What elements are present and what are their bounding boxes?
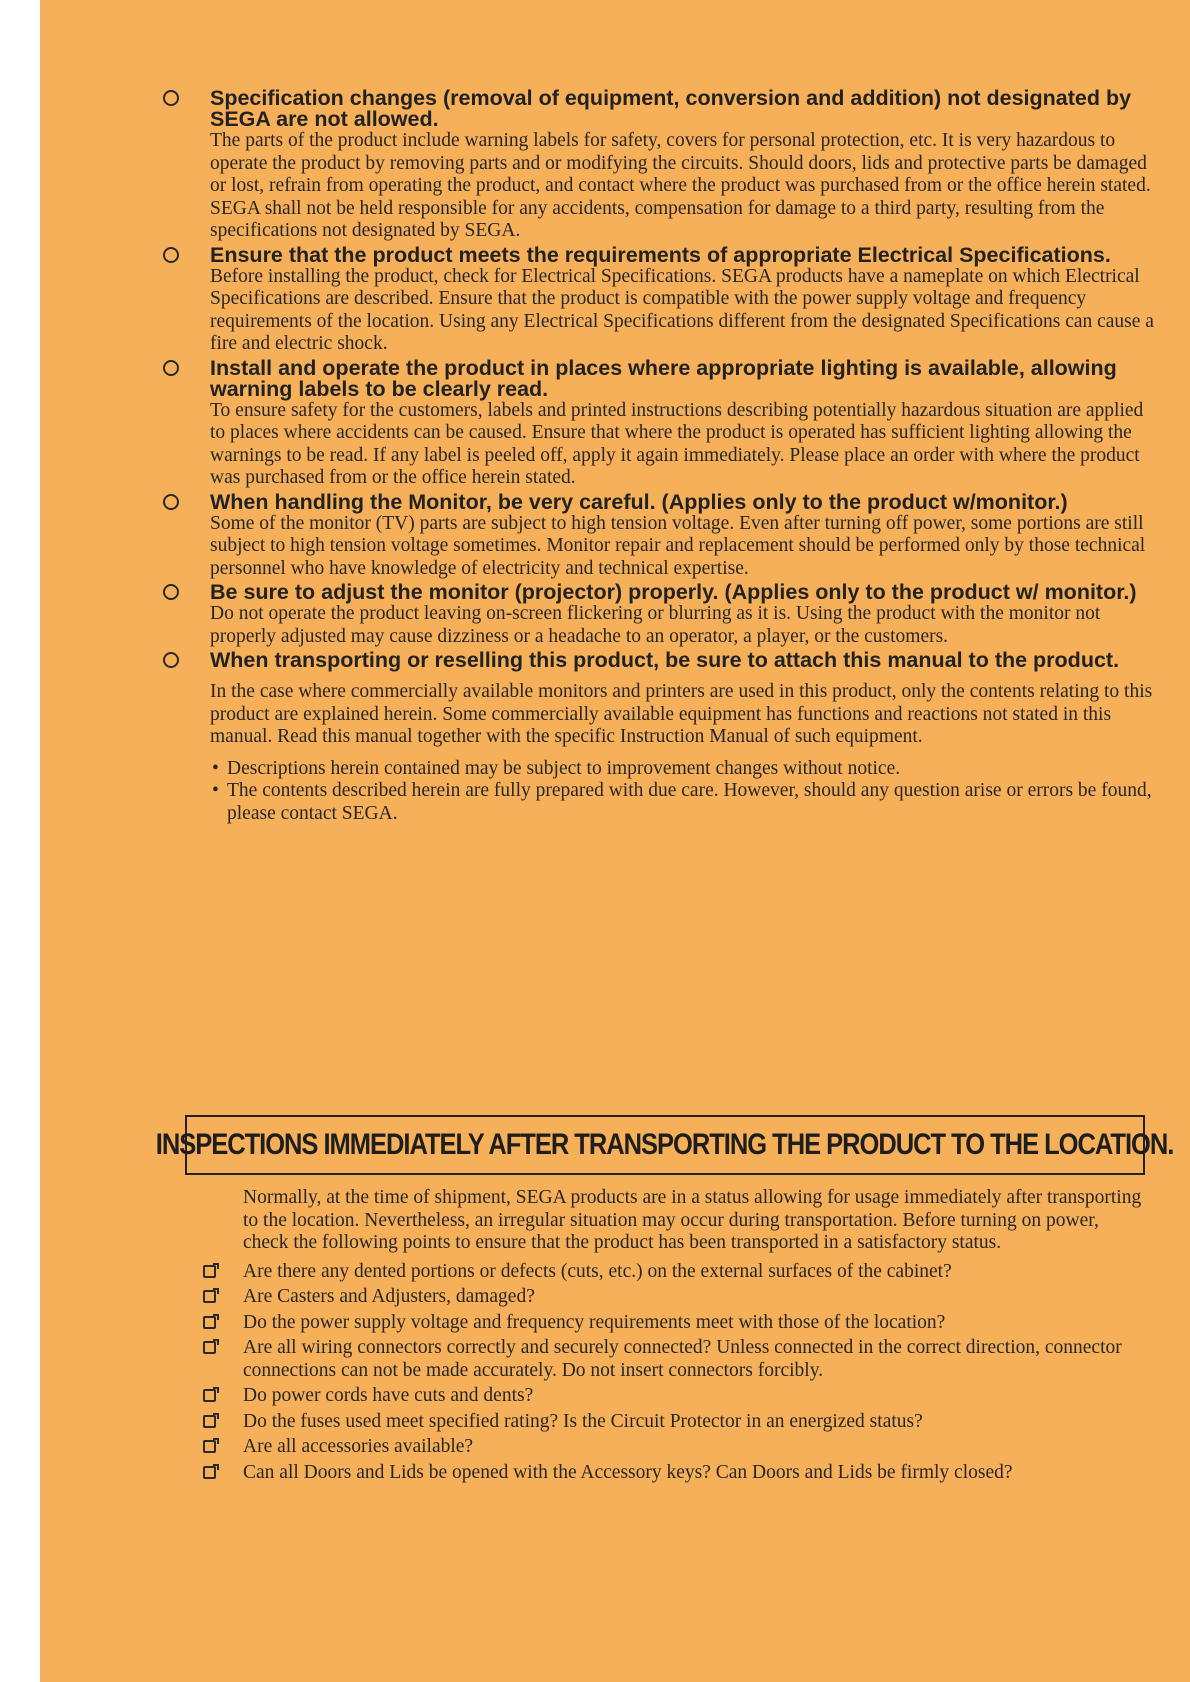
circle-bullet-icon — [163, 90, 179, 106]
precaution-body: SEGA shall not be held responsible for any accidents, compensation for damage to a third party, resulting from the specifications not designated by SEGA. — [210, 197, 1105, 241]
note-item: • The contents described herein are fully prepared with due care. However, should any question arise or errors be found, please contact SEGA. — [205, 780, 1160, 825]
circle-bullet-icon — [163, 652, 179, 668]
inspections-intro: Normally, at the time of shipment, SEGA products are in a status allowing for usage immediately after transporting to the location. Nevertheless, an irregular situation may occur during transportation. Before turning on power, check the following points to ensure that the product has been transported in a satisfactory status. — [243, 1187, 1142, 1253]
checklist-item-text: Are all wiring connectors correctly and securely connected? Unless connected in the correct direction, connector connections can not be made accurately. Do not insert connectors forcibly. — [243, 1337, 1122, 1381]
checklist-item-text: Are Casters and Adjusters, damaged? — [243, 1286, 535, 1307]
checklist-item — [243, 1436, 1143, 1459]
precaution-heading: Be sure to adjust the monitor (projector) properly. (Applies only to the product w/ monitor.) — [210, 580, 1137, 604]
precaution-body: In the case where commercially available monitors and printers are used in this product, only the contents relating to this product are explained herein. Some commercially available equipment has functions and reactions not stated in this manual. Read this manual together with the specific Instruction Manual of such equipment. — [210, 681, 1153, 747]
precaution-heading: Specification changes (removal of equipment, conversion and addition) not designated by SEGA are not allowed. — [210, 86, 1132, 131]
circle-bullet-icon — [163, 360, 179, 376]
checkbox-icon — [203, 1415, 216, 1428]
precaution-heading: When transporting or reselling this product, be sure to attach this manual to the product. — [210, 648, 1120, 672]
checklist-item — [243, 1312, 1143, 1335]
checklist-item-text: Do power cords have cuts and dents? — [243, 1385, 534, 1406]
checkbox-icon — [203, 1290, 216, 1303]
checkbox-icon — [203, 1265, 216, 1278]
precaution-item-lighting — [205, 355, 1160, 490]
checklist-item — [243, 1385, 1143, 1408]
inspections-section — [243, 1187, 1143, 1487]
inspections-title: INSPECTIONS IMMEDIATELY AFTER TRANSPORTING THE PRODUCT TO THE LOCATION. — [156, 1128, 1174, 1161]
precaution-heading: Install and operate the product in places where appropriate lighting is available, allowing warning labels to be clearly read. — [210, 355, 1117, 401]
checkbox-icon — [203, 1389, 216, 1402]
circle-bullet-icon — [163, 494, 179, 510]
manual-page — [40, 0, 1190, 1682]
notes-list — [205, 758, 1160, 826]
precaution-body: Before installing the product, check for Electrical Specifications. SEGA products have a nameplate on which Electrical Specifications are described. Ensure that the product is compatible with the power supply voltage and frequency requirements of the location. Using any Electrical Specifications different from the designated Specifications can cause a fire and electric shock. — [210, 265, 1154, 354]
checkbox-icon — [203, 1341, 216, 1354]
checklist-item-text: Are there any dented portions or defects (cuts, etc.) on the external surfaces of the cabinet? — [243, 1260, 952, 1282]
checkbox-icon — [203, 1440, 216, 1453]
checklist-item — [243, 1337, 1143, 1382]
precaution-body: To ensure safety for the customers, labels and printed instructions describing potentially hazardous situation are applied to places where accidents can be caused. Ensure that where the product is operated has sufficient lighting allowing the warnings to be read. If any label is peeled off, apply it again immediately. Please place an order with where the product was purchased from or the office herein stated. — [210, 399, 1144, 488]
note-item: • Descriptions herein contained may be subject to improvement changes without notice. — [205, 758, 1160, 781]
checklist-item-text: Do the fuses used meet specified rating? Is the Circuit Protector in an energized status? — [243, 1410, 923, 1432]
precautions-section — [205, 88, 1160, 825]
circle-bullet-icon — [163, 584, 179, 600]
precaution-item-monitor-adjustment — [205, 582, 1160, 648]
precaution-heading: When handling the Monitor, be very careful. (Applies only to the product w/monitor.) — [210, 489, 1068, 514]
inspections-title-box — [156, 1115, 1174, 1175]
precaution-body: The parts of the product include warning labels for safety, covers for personal protection, etc. It is very hazardous to operate the product by removing parts and or modifying the circuits. Should doors, lids and protective parts be damaged or lost, refrain from operating the product, and contact where the product was purchased from or the office herein stated. — [210, 130, 1151, 196]
precaution-item-specification-changes — [205, 88, 1160, 243]
precaution-body: Do not operate the product leaving on-screen flickering or blurring as it is. Using the product with the monitor not properly adjusted may cause dizziness or a headache to an operator, a player, or the customers. — [210, 603, 1101, 647]
precaution-item-electrical-specifications — [205, 242, 1160, 356]
circle-bullet-icon — [163, 247, 179, 263]
checklist-item-text: Do the power supply voltage and frequency requirements meet with those of the location? — [243, 1311, 946, 1333]
inspection-checklist — [243, 1261, 1143, 1485]
precaution-heading: Ensure that the product meets the requirements of appropriate Electrical Specifications. — [210, 242, 1111, 267]
checklist-item-text: Are all accessories available? — [243, 1436, 474, 1457]
checklist-item-text: Can all Doors and Lids be opened with the Accessory keys? Can Doors and Lids be firmly closed? — [243, 1461, 1013, 1483]
checkbox-icon — [203, 1316, 216, 1329]
checklist-item — [243, 1462, 1143, 1485]
precaution-item-transporting — [205, 650, 1160, 749]
checklist-item — [243, 1261, 1143, 1284]
precaution-body: Some of the monitor (TV) parts are subject to high tension voltage. Even after turning off power, some portions are still subject to high tension voltage sometimes. Monitor repair and replacement should be performed only by those technical personnel who have knowledge of electricity and technical expertise. — [210, 512, 1146, 579]
checkbox-icon — [203, 1466, 216, 1479]
precaution-item-monitor-handling — [205, 489, 1160, 581]
checklist-item — [243, 1286, 1143, 1309]
checklist-item — [243, 1411, 1143, 1434]
